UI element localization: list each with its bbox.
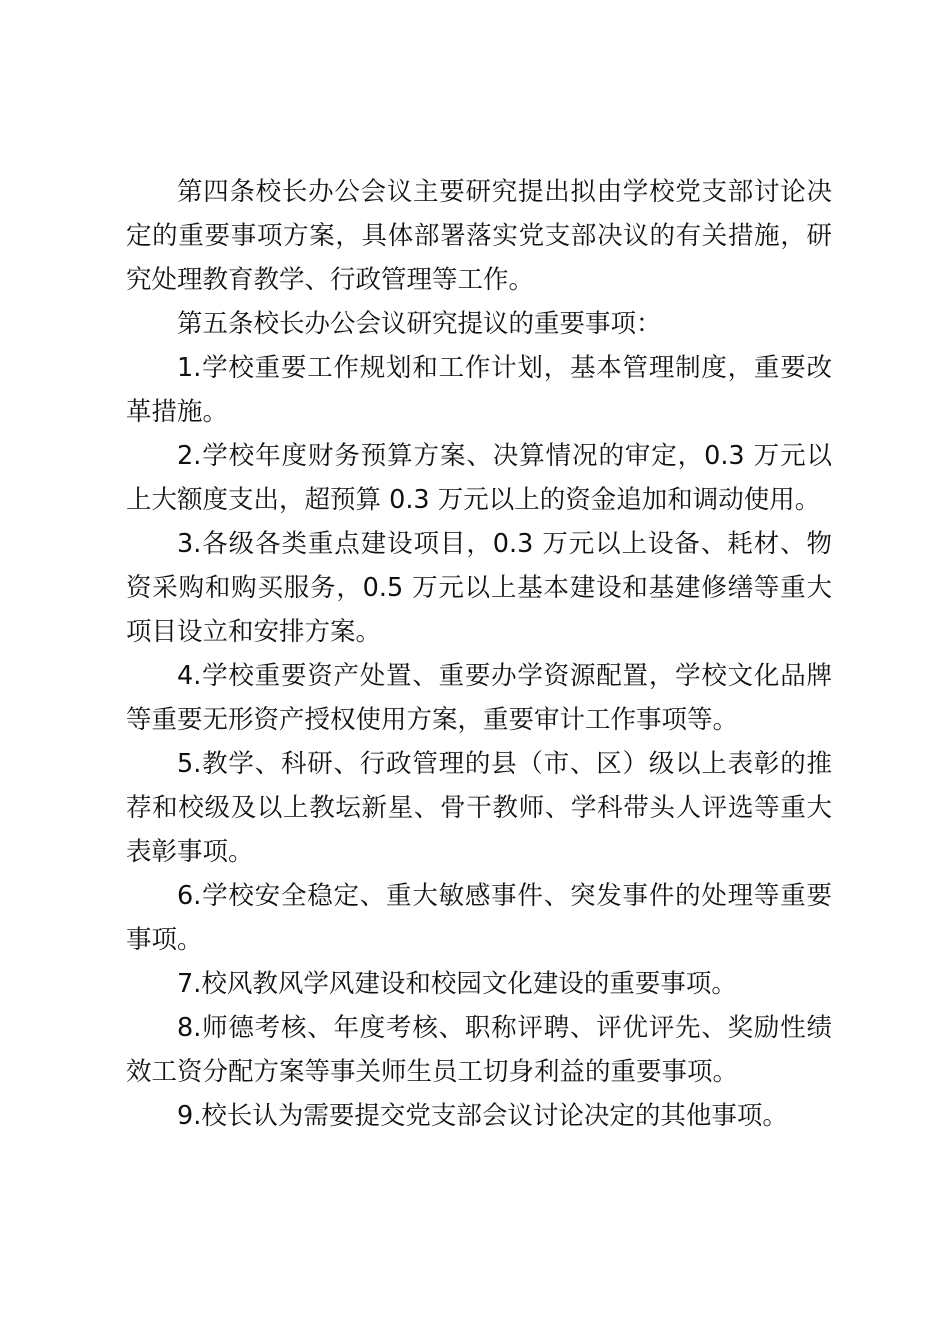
list-item-7: 7.校风教风学风建设和校园文化建设的重要事项。 [177,969,737,999]
list-item-5: 5.教学、科研、行政管理的县（市、区）级以上表彰的推荐和校级及以上教坛新星、骨干教师、学科带头人评选等重大表彰事项。 [126,749,832,867]
list-item-8: 8.师德考核、年度考核、职称评聘、评优评先、奖励性绩效工资分配方案等事关师生员工切身利益的重要事项。 [126,1013,832,1087]
article-4-paragraph: 第四条校长办公会议主要研究提出拟由学校党支部讨论决定的重要事项方案，具体部署落实党支部决议的有关措施，研究处理教育教学、行政管理等工作。 [126,177,832,295]
list-item-2: 2.学校年度财务预算方案、决算情况的审定，0.3 万元以上大额度支出，超预算 0.3 万元以上的资金追加和调动使用。 [126,441,832,515]
list-item-4: 4.学校重要资产处置、重要办学资源配置，学校文化品牌等重要无形资产授权使用方案，重要审计工作事项等。 [126,661,832,735]
article-5-heading: 第五条校长办公会议研究提议的重要事项： [177,309,662,339]
list-item-6: 6.学校安全稳定、重大敏感事件、突发事件的处理等重要事项。 [126,881,832,955]
list-item-9: 9.校长认为需要提交党支部会议讨论决定的其他事项。 [177,1101,788,1131]
list-item-3: 3.各级各类重点建设项目，0.3 万元以上设备、耗材、物资采购和购买服务，0.5 万元以上基本建设和基建修缮等重大项目设立和安排方案。 [126,529,832,647]
document-body [126,170,832,1138]
list-item-1: 1.学校重要工作规划和工作计划，基本管理制度，重要改革措施。 [126,353,832,427]
